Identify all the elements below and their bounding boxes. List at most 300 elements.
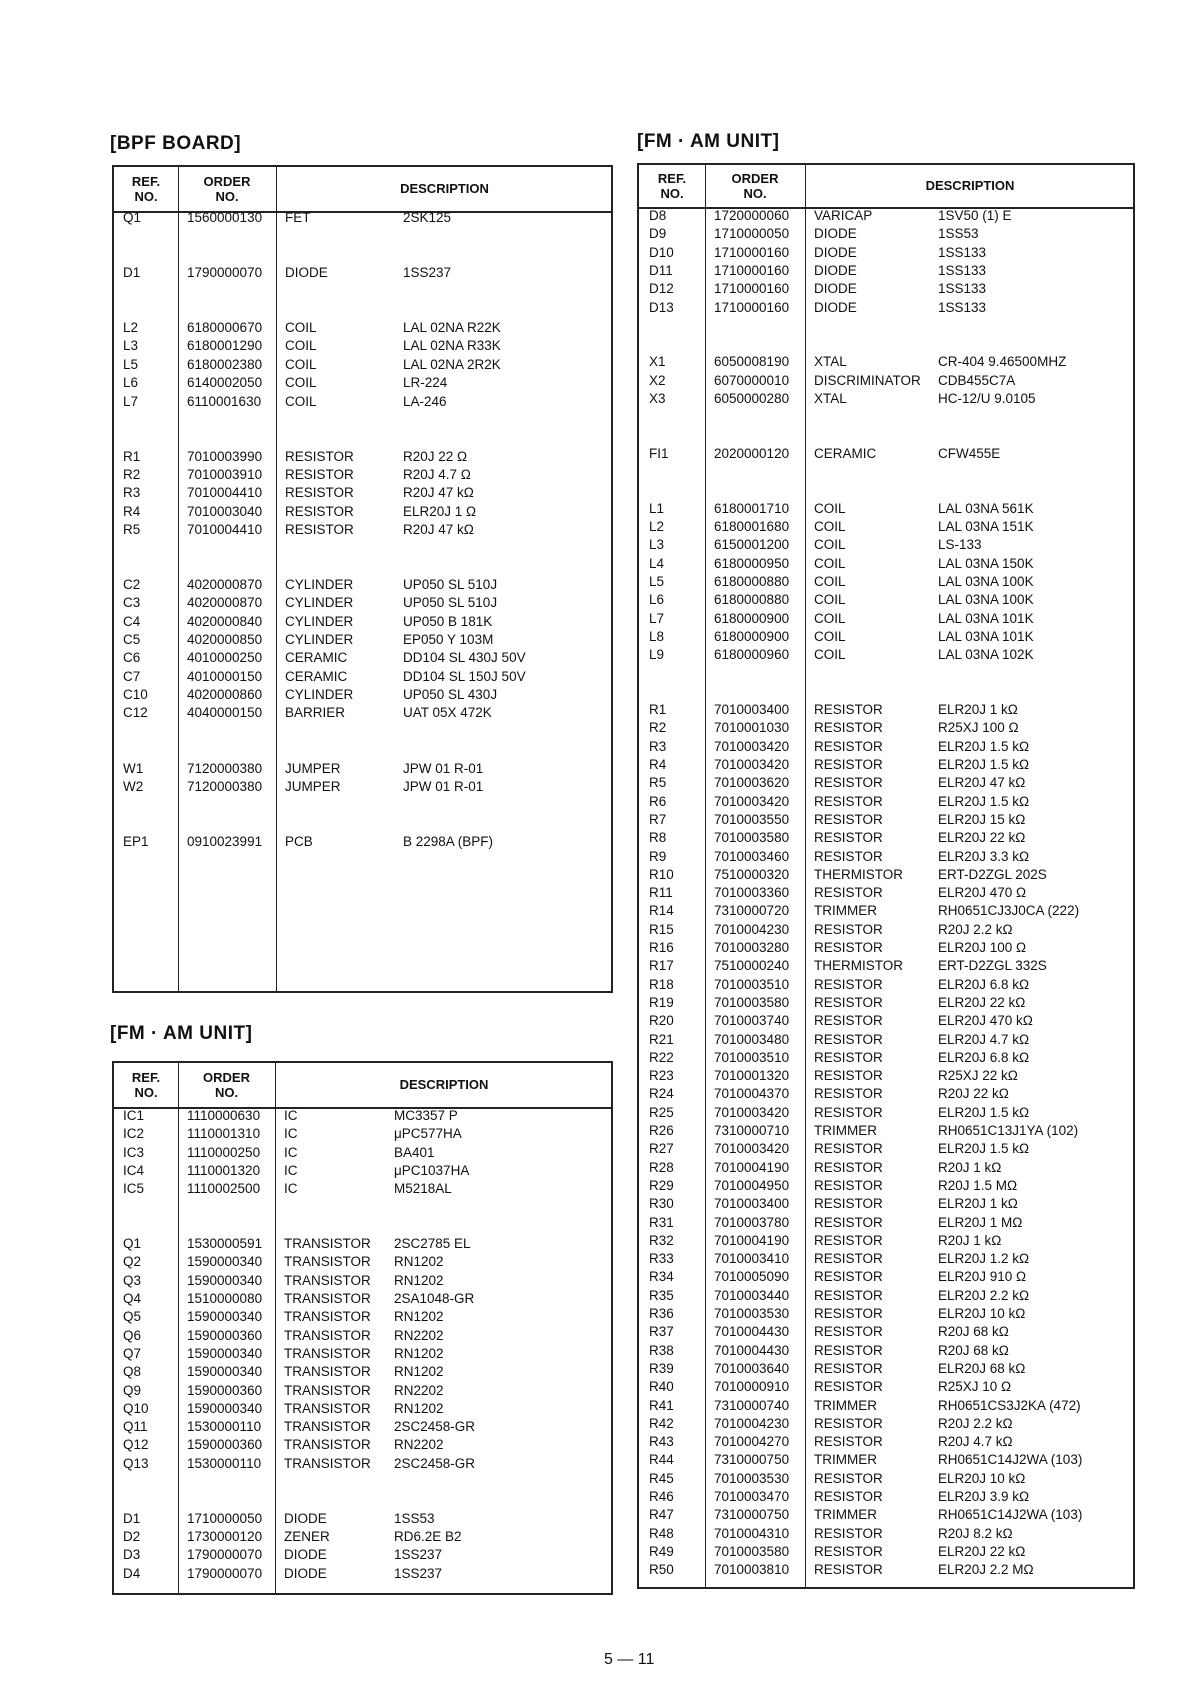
table-row	[639, 280, 1133, 298]
cell-ref-no: R33	[649, 1251, 674, 1267]
table-row	[639, 921, 1133, 939]
cell-ref-no: R2	[123, 466, 141, 482]
table-header	[639, 165, 1133, 209]
cell-part-type: RESISTOR	[285, 503, 354, 519]
cell-order-no: 7310000720	[714, 903, 790, 919]
cell-ref-no: L6	[123, 375, 139, 391]
cell-part-spec: ELR20J 68 kΩ	[938, 1360, 1026, 1376]
cell-ref-no: L4	[649, 555, 665, 571]
cell-part-type: TRIMMER	[814, 1123, 877, 1138]
table-row	[114, 264, 611, 282]
table-row	[639, 1470, 1133, 1488]
cell-ref-no: D8	[649, 208, 667, 223]
cell-part-type: VARICAP	[814, 208, 873, 223]
cell-part-spec: RN1202	[394, 1272, 444, 1288]
table-row	[639, 1378, 1133, 1396]
cell-order-no: 1530000110	[187, 1419, 262, 1435]
cell-part-type: RESISTOR	[814, 1031, 883, 1047]
cell-order-no: 6180000670	[187, 320, 263, 336]
table-row	[639, 793, 1133, 811]
table-row	[114, 1418, 611, 1436]
cell-ref-no: IC4	[123, 1162, 145, 1178]
cell-part-type: DIODE	[284, 1510, 327, 1526]
cell-order-no: 7010003640	[714, 1360, 790, 1376]
cell-part-spec: RH0651C13J1YA (102)	[938, 1123, 1079, 1138]
table-row	[639, 1232, 1133, 1250]
cell-order-no: 7010003420	[714, 793, 790, 809]
cell-ref-no: Q13	[123, 1455, 149, 1471]
cell-part-type: COIL	[814, 537, 846, 553]
cell-part-spec: LAL 03NA 102K	[938, 647, 1034, 663]
cell-part-type: DIODE	[284, 1565, 327, 1581]
table-row	[114, 704, 611, 722]
table-row	[639, 701, 1133, 719]
cell-order-no: 7010003040	[187, 503, 263, 519]
cell-ref-no: D9	[649, 226, 667, 242]
cell-part-spec: R20J 47 kΩ	[403, 521, 474, 537]
cell-ref-no: L2	[649, 519, 665, 535]
cell-ref-no: L5	[123, 356, 139, 372]
cell-part-spec: ELR20J 22 kΩ	[938, 830, 1026, 846]
cell-order-no: 1590000340	[187, 1400, 263, 1416]
cell-ref-no: L6	[649, 592, 665, 608]
cell-part-spec: BA401	[394, 1144, 435, 1160]
table-row	[639, 719, 1133, 737]
table-row	[114, 1455, 611, 1473]
table-row	[114, 1235, 611, 1253]
cell-part-type: TRANSISTOR	[284, 1455, 371, 1471]
cell-part-type: TRANSISTOR	[284, 1382, 371, 1398]
cell-order-no: 7010004430	[714, 1342, 790, 1358]
cell-order-no: 1590000360	[187, 1437, 263, 1453]
cell-order-no: 7010003280	[714, 940, 790, 955]
cell-part-type: RESISTOR	[814, 1104, 883, 1120]
table-row	[639, 225, 1133, 243]
cell-part-spec: ELR20J 15 kΩ	[938, 811, 1026, 827]
cell-order-no: 7310000750	[714, 1507, 790, 1523]
cell-ref-no: R48	[649, 1525, 674, 1541]
cell-part-type: TRANSISTOR	[284, 1400, 371, 1416]
cell-part-type: RESISTOR	[814, 1287, 883, 1303]
cell-order-no: 1790000070	[187, 1547, 263, 1563]
cell-ref-no: X1	[649, 354, 666, 370]
cell-order-no: 7010004950	[714, 1177, 790, 1193]
cell-part-type: CERAMIC	[285, 668, 348, 684]
cell-part-spec: 1SS133	[938, 244, 987, 260]
cell-part-type: RESISTOR	[814, 1489, 883, 1504]
cell-ref-no: R42	[649, 1415, 674, 1431]
cell-part-type: RESISTOR	[814, 830, 883, 846]
cell-part-type: RESISTOR	[814, 1360, 883, 1376]
cell-part-type: RESISTOR	[814, 1306, 883, 1321]
cell-ref-no: D10	[649, 244, 674, 260]
cell-part-type: RESISTOR	[814, 1324, 883, 1340]
cell-order-no: 1590000360	[187, 1382, 263, 1398]
cell-part-spec: ELR20J 22 kΩ	[938, 1543, 1026, 1559]
cell-order-no: 1110000250	[187, 1144, 261, 1160]
cell-ref-no: R7	[649, 811, 667, 827]
table-row	[114, 503, 611, 521]
cell-ref-no: Q6	[123, 1327, 142, 1343]
cell-order-no: 7010004190	[714, 1232, 790, 1248]
cell-order-no: 4010000250	[187, 650, 263, 666]
cell-ref-no: C6	[123, 650, 141, 666]
cell-ref-no: Q11	[123, 1419, 148, 1435]
cell-order-no: 1590000340	[187, 1309, 263, 1325]
table-row	[114, 686, 611, 704]
cell-part-type: CYLINDER	[285, 613, 354, 629]
cell-part-type: XTAL	[814, 354, 847, 370]
cell-part-type: TRIMMER	[814, 1452, 877, 1468]
cell-order-no: 1590000340	[187, 1364, 263, 1380]
cell-part-spec: LAL 03NA 151K	[938, 519, 1034, 535]
cell-part-type: TRANSISTOR	[284, 1236, 371, 1252]
cell-order-no: 7010000910	[714, 1379, 790, 1395]
cell-ref-no: R3	[123, 485, 141, 501]
table-row	[114, 209, 611, 227]
cell-ref-no: Q4	[123, 1291, 142, 1306]
cell-order-no: 4020000850	[187, 632, 263, 648]
cell-part-spec: LAL 02NA R22K	[403, 320, 501, 336]
header-description: DESCRIPTION	[400, 181, 489, 196]
table-row	[639, 756, 1133, 774]
cell-part-spec: 1SS53	[938, 226, 979, 242]
cell-order-no: 7010004370	[714, 1086, 790, 1102]
cell-part-type: DIODE	[814, 244, 857, 260]
header-order-no-line-1: ORDER	[203, 174, 251, 189]
cell-part-type: COIL	[814, 628, 846, 644]
table-row	[639, 262, 1133, 280]
cell-ref-no: IC5	[123, 1181, 145, 1197]
cell-part-type: TRANSISTOR	[284, 1437, 371, 1453]
table-row	[639, 976, 1133, 994]
cell-part-type: RESISTOR	[814, 1141, 883, 1157]
cell-part-spec: RH0651C14J2WA (103)	[938, 1452, 1083, 1468]
cell-part-spec: R20J 22 Ω	[403, 448, 468, 464]
cell-part-spec: LR-224	[403, 375, 448, 391]
cell-part-spec: 1SS133	[938, 262, 987, 278]
cell-part-spec: 1SS237	[394, 1565, 443, 1581]
cell-ref-no: Q2	[123, 1254, 142, 1270]
table-row	[639, 1122, 1133, 1140]
cell-ref-no: R40	[649, 1379, 674, 1395]
cell-part-type: PCB	[285, 833, 313, 849]
cell-order-no: 7510000240	[714, 958, 790, 974]
cell-order-no: 6180001680	[714, 519, 790, 535]
cell-ref-no: Q8	[123, 1364, 142, 1380]
cell-part-type: DIODE	[284, 1547, 327, 1563]
cell-order-no: 7310000750	[714, 1452, 790, 1468]
cell-ref-no: C12	[123, 705, 148, 721]
table-row	[639, 1031, 1133, 1049]
cell-part-type: DIODE	[814, 262, 857, 278]
cell-part-spec: ELR20J 2.2 MΩ	[938, 1562, 1034, 1578]
table-row	[114, 613, 611, 631]
bpf-board-title: [BPF BOARD]	[110, 133, 242, 154]
table-row	[639, 1195, 1133, 1213]
cell-ref-no: D3	[123, 1547, 141, 1563]
table-row	[114, 594, 611, 612]
cell-part-spec: 1SV50 (1) E	[938, 208, 1012, 223]
cell-part-type: FET	[285, 210, 311, 225]
cell-part-spec: CFW455E	[938, 445, 1001, 461]
cell-ref-no: R29	[649, 1177, 674, 1193]
cell-order-no: 1710000160	[714, 262, 790, 278]
cell-part-spec: LAL 03NA 561K	[938, 500, 1034, 516]
cell-order-no: 7010003580	[714, 994, 790, 1010]
cell-ref-no: Q10	[123, 1400, 149, 1416]
table-row	[639, 994, 1133, 1012]
cell-ref-no: R22	[649, 1049, 674, 1065]
cell-part-spec: RH0651CS3J2KA (472)	[938, 1397, 1081, 1413]
cell-part-type: COIL	[814, 555, 846, 571]
cell-part-spec: ELR20J 1 kΩ	[938, 1196, 1018, 1212]
cell-part-type: DIODE	[814, 226, 857, 242]
table-row	[639, 555, 1133, 573]
cell-part-type: ZENER	[284, 1528, 330, 1544]
cell-part-type: RESISTOR	[814, 1232, 883, 1248]
cell-part-spec: RN1202	[394, 1400, 444, 1416]
cell-part-spec: R25XJ 10 Ω	[938, 1379, 1012, 1395]
cell-order-no: 1790000070	[187, 265, 263, 281]
cell-part-spec: ELR20J 910 Ω	[938, 1269, 1027, 1285]
cell-part-spec: μPC1037HA	[394, 1162, 470, 1178]
cell-ref-no: R27	[649, 1141, 674, 1157]
cell-order-no: 7010003530	[714, 1470, 790, 1486]
cell-part-type: RESISTOR	[285, 466, 354, 482]
cell-order-no: 7010003460	[714, 848, 790, 864]
cell-part-type: RESISTOR	[814, 1342, 883, 1358]
cell-ref-no: R45	[649, 1470, 674, 1486]
cell-part-spec: ELR20J 1.5 kΩ	[938, 1141, 1030, 1157]
cell-part-spec: 1SS237	[394, 1547, 443, 1563]
cell-ref-no: C7	[123, 668, 141, 684]
cell-ref-no: R15	[649, 921, 674, 937]
cell-order-no: 1560000130	[187, 210, 263, 225]
cell-ref-no: L1	[649, 500, 665, 516]
table-row	[114, 393, 611, 411]
cell-part-spec: R20J 68 kΩ	[938, 1342, 1009, 1358]
cell-order-no: 1110000630	[187, 1108, 261, 1123]
fm-am-unit-title-lower-left: [FM · AM UNIT]	[110, 1023, 253, 1044]
cell-order-no: 4020000840	[187, 613, 263, 629]
cell-order-no: 1530000591	[187, 1236, 263, 1252]
cell-order-no: 6180002380	[187, 356, 263, 372]
table-row	[114, 521, 611, 539]
table-row	[639, 628, 1133, 646]
cell-order-no: 4020000870	[187, 577, 263, 592]
cell-part-type: RESISTOR	[814, 720, 883, 736]
cell-ref-no: R8	[649, 830, 667, 846]
table-row	[114, 356, 611, 374]
table-row	[639, 1104, 1133, 1122]
cell-part-spec: ELR20J 10 kΩ	[938, 1470, 1026, 1486]
cell-part-spec: ELR20J 1.5 kΩ	[938, 757, 1030, 772]
cell-part-spec: DD104 SL 430J 50V	[403, 650, 526, 666]
cell-ref-no: Q1	[123, 1236, 142, 1252]
cell-part-type: RESISTOR	[814, 702, 883, 718]
cell-ref-no: R18	[649, 976, 674, 992]
header-ref-no	[114, 174, 178, 204]
cell-part-type: IC	[284, 1126, 298, 1142]
cell-ref-no: R43	[649, 1434, 674, 1450]
cell-ref-no: D11	[649, 262, 673, 278]
cell-part-spec: R25XJ 22 kΩ	[938, 1068, 1018, 1084]
table-row	[639, 1360, 1133, 1378]
header-ref-no-line-1: REF.	[131, 174, 161, 189]
cell-ref-no: R35	[649, 1287, 674, 1303]
cell-part-type: TRIMMER	[814, 1397, 877, 1413]
cell-part-spec: LA-246	[403, 393, 447, 409]
cell-order-no: 1530000110	[187, 1455, 262, 1471]
cell-part-type: CYLINDER	[285, 632, 354, 648]
cell-part-type: RESISTOR	[814, 921, 883, 937]
table-row	[114, 1107, 611, 1125]
cell-ref-no: R36	[649, 1306, 674, 1321]
cell-order-no: 7010004190	[714, 1159, 790, 1175]
cell-part-type: RESISTOR	[814, 848, 883, 864]
table-row	[639, 1067, 1133, 1085]
cell-ref-no: L2	[123, 320, 139, 336]
cell-ref-no: D2	[123, 1528, 141, 1544]
cell-ref-no: R10	[649, 866, 674, 882]
cell-order-no: 6180000900	[714, 610, 790, 626]
table-row	[114, 337, 611, 355]
cell-order-no: 7010003580	[714, 1543, 790, 1559]
table-row	[114, 1565, 611, 1583]
cell-order-no: 6180000880	[714, 574, 790, 589]
cell-part-spec: 2SK125	[403, 210, 452, 225]
table-row	[639, 1250, 1133, 1268]
cell-ref-no: D1	[123, 265, 141, 281]
cell-part-spec: R20J 1.5 MΩ	[938, 1177, 1018, 1193]
table-row	[639, 1177, 1133, 1195]
header-ref-no	[639, 171, 705, 201]
cell-part-spec: ELR20J 4.7 kΩ	[938, 1031, 1030, 1047]
table-row	[114, 1382, 611, 1400]
cell-order-no: 7010001320	[714, 1068, 790, 1084]
cell-part-spec: R20J 1 kΩ	[938, 1232, 1002, 1248]
table-row	[114, 1345, 611, 1363]
cell-part-type: JUMPER	[285, 778, 341, 794]
cell-order-no: 6180000900	[714, 628, 790, 644]
cell-part-spec: R20J 1 kΩ	[938, 1159, 1002, 1175]
cell-order-no: 7010003740	[714, 1013, 790, 1029]
table-row	[114, 649, 611, 667]
cell-ref-no: L8	[649, 628, 665, 644]
cell-ref-no: R30	[649, 1196, 674, 1212]
cell-order-no: 7010003530	[714, 1306, 790, 1321]
cell-ref-no: R37	[649, 1324, 674, 1340]
cell-part-spec: ELR20J 100 Ω	[938, 940, 1027, 955]
cell-part-spec: RN1202	[394, 1364, 444, 1380]
cell-part-type: COIL	[814, 610, 846, 626]
cell-part-type: RESISTOR	[814, 994, 883, 1010]
cell-order-no: 7310000710	[714, 1123, 790, 1138]
cell-order-no: 2020000120	[714, 445, 790, 461]
cell-part-type: RESISTOR	[814, 738, 883, 754]
cell-part-type: DIODE	[814, 281, 857, 297]
table-row	[639, 299, 1133, 317]
table-row	[639, 500, 1133, 518]
table-row	[639, 1305, 1133, 1323]
table-row	[639, 1433, 1133, 1451]
cell-order-no: 6110001630	[187, 393, 262, 409]
cell-part-type: RESISTOR	[814, 1214, 883, 1230]
cell-ref-no: L3	[649, 537, 665, 553]
cell-ref-no: R39	[649, 1360, 674, 1376]
cell-ref-no: R20	[649, 1013, 674, 1029]
table-row	[114, 1253, 611, 1271]
cell-part-spec: CDB455C7A	[938, 372, 1016, 388]
cell-order-no: 7010003400	[714, 702, 790, 718]
fm-am-unit-title-right: [FM · AM UNIT]	[637, 131, 780, 152]
cell-part-spec: DD104 SL 150J 50V	[403, 668, 526, 684]
cell-part-type: RESISTOR	[814, 1068, 883, 1084]
table-row	[639, 536, 1133, 554]
cell-ref-no: R47	[649, 1507, 674, 1523]
cell-order-no: 7010004410	[187, 485, 263, 501]
cell-ref-no: R32	[649, 1232, 674, 1248]
table-row	[639, 884, 1133, 902]
cell-part-spec: RH0651CJ3J0CA (222)	[938, 903, 1080, 919]
cell-part-type: RESISTOR	[285, 485, 354, 501]
cell-ref-no: L9	[649, 647, 665, 663]
cell-part-type: IC	[284, 1144, 298, 1160]
cell-part-type: TRANSISTOR	[284, 1272, 371, 1288]
header-order-no	[178, 1070, 275, 1100]
table-row	[639, 1140, 1133, 1158]
cell-part-type: RESISTOR	[814, 1177, 883, 1193]
table-row	[639, 774, 1133, 792]
cell-part-spec: M5218AL	[394, 1181, 452, 1197]
cell-part-spec: 1SS53	[394, 1510, 435, 1526]
cell-ref-no: Q7	[123, 1345, 142, 1361]
cell-part-type: COIL	[814, 592, 846, 608]
table-row	[639, 1415, 1133, 1433]
cell-order-no: 7120000380	[187, 778, 263, 794]
cell-ref-no: IC2	[123, 1126, 145, 1142]
table-row	[639, 957, 1133, 975]
cell-part-spec: ELR20J 1 kΩ	[938, 702, 1018, 718]
cell-ref-no: L7	[123, 393, 139, 409]
cell-part-spec: R20J 22 kΩ	[938, 1086, 1009, 1102]
page-number: 5 — 11	[604, 1651, 655, 1668]
header-ref-no-line-2: NO.	[134, 1085, 158, 1100]
cell-part-type: RESISTOR	[814, 793, 883, 809]
cell-part-type: RESISTOR	[814, 976, 883, 992]
table-row	[639, 1451, 1133, 1469]
cell-part-spec: ELR20J 6.8 kΩ	[938, 976, 1030, 992]
cell-part-type: CERAMIC	[285, 650, 348, 666]
cell-ref-no: Q1	[123, 210, 142, 225]
cell-order-no: 1710000160	[714, 299, 790, 315]
cell-part-spec: UP050 SL 510J	[403, 577, 498, 592]
cell-part-spec: JPW 01 R-01	[403, 778, 484, 794]
cell-part-spec: RN2202	[394, 1327, 444, 1343]
table-row	[114, 374, 611, 392]
cell-ref-no: D1	[123, 1510, 141, 1526]
cell-part-type: RESISTOR	[814, 1525, 883, 1541]
cell-ref-no: X2	[649, 372, 666, 388]
cell-order-no: 7010003990	[187, 448, 263, 464]
cell-order-no: 7010003620	[714, 775, 790, 791]
cell-order-no: 7010003420	[714, 1104, 790, 1120]
cell-order-no: 1510000080	[187, 1291, 263, 1306]
cell-ref-no: R5	[123, 521, 141, 537]
cell-part-spec: ELR20J 1.2 kΩ	[938, 1251, 1030, 1267]
header-ref-no	[114, 1070, 178, 1100]
